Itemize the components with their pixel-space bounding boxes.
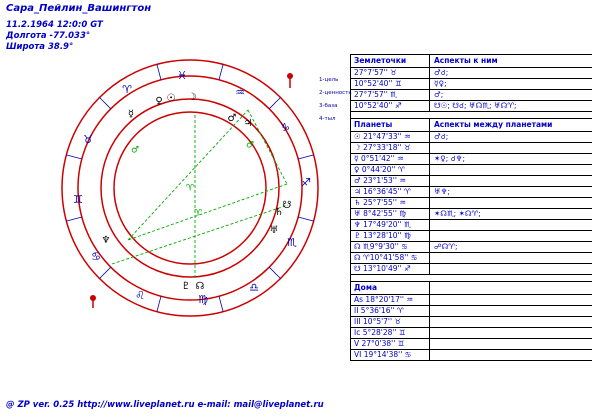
planet-glyph-6: ♄: [274, 207, 284, 218]
planets-aspects: [430, 176, 592, 186]
houses-aspects: [430, 306, 592, 316]
earth-aspects: ♂;: [434, 90, 444, 99]
earth-row: [351, 68, 592, 79]
earth-value: 10°52'40'' ♐: [351, 101, 430, 111]
zodiac-sign-8: ♐: [301, 176, 311, 189]
zodiac-divider: [219, 64, 223, 79]
planets-row: [351, 198, 592, 209]
planet-glyph-8: ♆: [101, 235, 111, 246]
planets-header: Планеты: [351, 119, 430, 131]
planets-value: ♆ 17°49'20'' ♏: [351, 220, 430, 230]
planets-aspects: ♂☌;: [434, 132, 449, 141]
earth-aspects: ☿♀;: [434, 79, 447, 88]
planets-value: ☽ 27°33'18'' ♉: [351, 143, 430, 153]
zodiac-sign-1: ♉: [83, 133, 93, 146]
houses-row: [351, 306, 592, 317]
earth-value: 27°7'57'' ♉: [351, 68, 430, 78]
houses-value: V 27°0'38'' ♊: [351, 339, 430, 349]
planets-aspects: [430, 231, 592, 241]
houses-aspects: [430, 328, 592, 338]
planets-section: [351, 118, 592, 275]
zodiac-sign-7: ♏: [287, 236, 297, 249]
houses-row: [351, 317, 592, 328]
planet-glyph-4: ♂: [227, 113, 237, 124]
earth-row: [351, 90, 592, 101]
planet-glyph-2: ☿: [127, 109, 135, 120]
zodiac-divider: [99, 267, 110, 278]
planet-glyph-5: ♃: [243, 118, 253, 129]
earth-aspects-header: Аспекты к ним: [434, 56, 498, 65]
planets-row: [351, 209, 592, 220]
side-label: 3-база: [319, 103, 338, 109]
zodiac-divider: [66, 155, 81, 159]
zodiac-divider: [219, 296, 223, 311]
houses-value: II 5°36'16'' ♈: [351, 306, 430, 316]
zodiac-divider: [157, 296, 161, 311]
zodiac-sign-9: ♑: [280, 121, 290, 134]
zodiac-sign-11: ♓: [177, 69, 187, 82]
houses-header: Дома: [351, 282, 430, 294]
side-label: 2-ценность: [319, 90, 352, 96]
zodiac-sign-0: ♈: [122, 83, 132, 96]
zodiac-divider: [298, 217, 313, 221]
zodiac-sign-10: ♒: [235, 86, 245, 99]
zodiac-divider: [157, 64, 161, 79]
aspect-glyph: ♈: [193, 208, 203, 219]
planets-value: ♇ 13°28'10'' ♍: [351, 231, 430, 241]
planets-value: ☊ ♈10°41'58'' ♋: [351, 253, 430, 263]
footer-credits: @ ZP ver. 0.25 http://www.liveplanet.ru e-mail: mail@liveplanet.ru: [6, 400, 324, 410]
planets-row: [351, 143, 592, 154]
planets-value: ♃ 16°36'45'' ♈: [351, 187, 430, 197]
birth-date: 11.2.1964 12:0:0 GT: [6, 20, 103, 30]
planets-aspects: [430, 165, 592, 175]
zodiac-divider: [99, 97, 110, 108]
houses-aspects: [430, 295, 592, 305]
earth-points-section: [351, 54, 592, 112]
planets-aspects: ☍☊♈;: [434, 242, 458, 251]
planets-aspects: ♅♆;: [434, 187, 450, 196]
mc-dot: [287, 73, 293, 79]
houses-row: [351, 350, 592, 361]
planets-row: [351, 165, 592, 176]
planet-glyph-11: ☋: [282, 200, 292, 211]
earth-aspects: ♂☌;: [434, 68, 449, 77]
planets-value: ♅ 8°42'55'' ♍: [351, 209, 430, 219]
planets-value: ☿ 0°51'42'' ♒: [351, 154, 430, 164]
side-label: 1-цель: [319, 77, 339, 83]
planet-glyph-3: ♀: [155, 96, 163, 107]
planets-row: [351, 132, 592, 143]
houses-row: [351, 339, 592, 350]
planet-aspects-header: Аспекты между планетами: [434, 120, 553, 129]
planets-aspects: ✶☊♏; ✶☊♈;: [434, 209, 481, 218]
zodiac-sign-4: ♌: [135, 289, 145, 302]
planets-aspects: [430, 253, 592, 263]
zodiac-divider: [298, 155, 313, 159]
planets-value: ♂ 23°1'53'' ♒: [351, 176, 430, 186]
longitude: Долгота -77.033°: [6, 31, 91, 41]
houses-row: [351, 328, 592, 339]
aspect-glyph: ♂: [130, 145, 140, 156]
planet-glyph-7: ♅: [269, 225, 279, 236]
planets-value: ♀ 0°44'20'' ♈: [351, 165, 430, 175]
houses-aspects: [430, 339, 592, 349]
planet-glyph-9: ♇: [181, 281, 191, 292]
latitude: Широта 38.9°: [6, 42, 74, 52]
planets-value: ☋ 13°10'49'' ♐: [351, 264, 430, 274]
side-label: 4-тыл: [319, 116, 336, 122]
planets-aspects: ✶♀; ☌♆;: [434, 154, 465, 163]
earth-header: Землеточки: [351, 55, 430, 67]
earth-aspects: ☋☉; ☋☌; ♅☊♏; ♅☊♈;: [434, 101, 517, 110]
planets-value: ♄ 25°7'55'' ♒: [351, 198, 430, 208]
zodiac-sign-6: ♎: [249, 281, 259, 294]
data-table: [350, 54, 592, 361]
houses-value: III 10°5'7'' ♉: [351, 317, 430, 327]
planet-glyph-0: ☉: [166, 93, 176, 104]
planet-glyph-1: ☽: [187, 92, 197, 103]
planets-row: [351, 154, 592, 165]
person-name: Сара_Пейлин_Вашингтон: [6, 3, 152, 14]
planet-glyph-10: ☊: [195, 281, 205, 292]
houses-row: [351, 295, 592, 306]
ic-dot: [90, 295, 96, 301]
houses-value: As 18°20'17'' ♒: [351, 295, 430, 305]
planets-aspects: [430, 220, 592, 230]
planets-aspects: [430, 264, 592, 274]
houses-aspects: [430, 350, 592, 360]
planets-row: [351, 187, 592, 198]
houses-value: Ic 5°28'28'' ♊: [351, 328, 430, 338]
planets-aspects: [430, 143, 592, 153]
planets-value: ☊ ♏9°9'30'' ♋: [351, 242, 430, 252]
planets-value: ☉ 21°47'33'' ♒: [351, 132, 430, 142]
houses-aspects: [430, 317, 592, 327]
earth-row: [351, 101, 592, 112]
planets-row: [351, 264, 592, 275]
zodiac-divider: [66, 217, 81, 221]
zodiac-sign-3: ♋: [91, 250, 101, 263]
planets-row: [351, 220, 592, 231]
zodiac-divider: [269, 267, 280, 278]
zodiac-divider: [269, 97, 280, 108]
planets-row: [351, 253, 592, 264]
aspect-line: [128, 110, 248, 240]
earth-value: 27°7'57'' ♏: [351, 90, 430, 100]
planets-row: [351, 231, 592, 242]
zodiac-sign-2: ♊: [73, 193, 83, 206]
planets-row: [351, 176, 592, 187]
houses-value: VI 19°14'38'' ♋: [351, 350, 430, 360]
zodiac-sign-5: ♍: [198, 293, 208, 306]
planets-row: [351, 242, 592, 253]
houses-section: [351, 281, 592, 361]
aspect-glyph: ♈: [185, 183, 195, 194]
aspect-glyph: ♂: [245, 140, 255, 151]
earth-value: 10°52'40'' ♊: [351, 79, 430, 89]
planets-aspects: [430, 198, 592, 208]
earth-row: [351, 79, 592, 90]
